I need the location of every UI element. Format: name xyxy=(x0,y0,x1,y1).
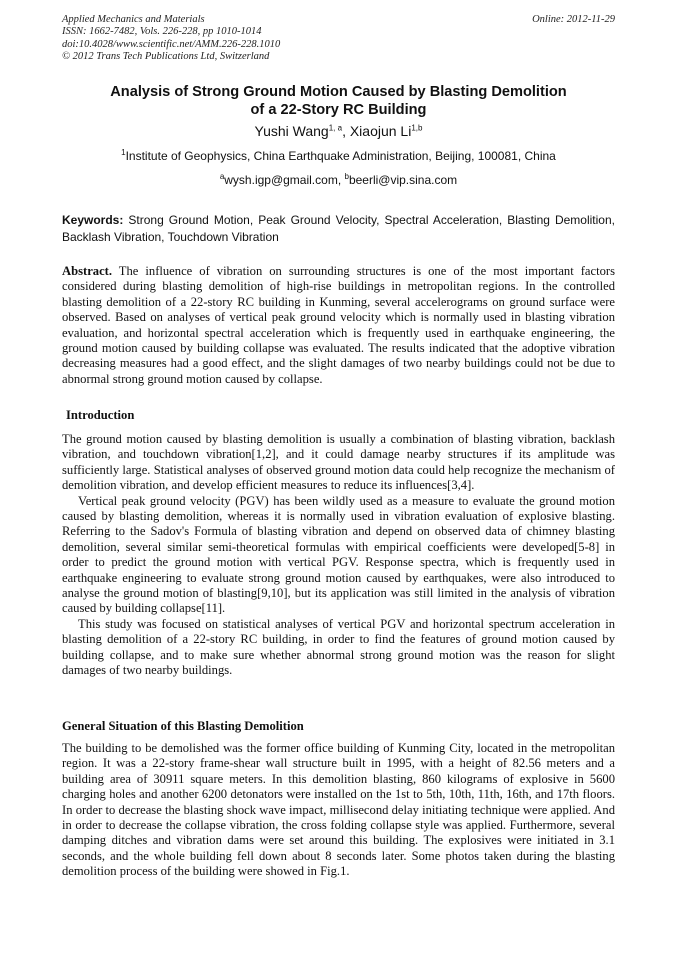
author-separator: , xyxy=(342,123,350,139)
author-list xyxy=(62,122,615,140)
email-b: beerli@vip.sina.com xyxy=(348,173,458,187)
intro-paragraph-1: The ground motion caused by blasting demolition is usually a combination of blasting vibration, backlash vibration, and touchdown vibration[1,2], and it could damage nearby structures if its amplitude was sufficiently large. Statistical analyses of observed ground motion data could help recognize the mechanism of demolition vibration, and develop efficient measures to reduce its influences[3,4]. xyxy=(62,432,615,493)
general-situation-heading: General Situation of this Blasting Demolition xyxy=(62,719,304,733)
general-paragraph-1: The building to be demolished was the former office building of Kunming City, located in the metropolitan region. It was a 22-story frame-shear wall structure built in 1995, with a height of 82.56 meters and a building area of 30911 square meters. In this demolition blasting, 860 kilograms of explosive in 5600 charging holes and another 6200 detonators were installed on the 1st to 5th, 10th, 11th, 16th, and 17th floors. In order to decrease the blasting shock wave impact, millisecond delay initiating technique were applied. And in order to decrease the collapse vibration, the cross folding collapse style was applied. Furthermore, several damping ditches and vibration dams were set around this building. The explosives were initiated in 3.1 seconds, and the whole building fell down about 8 seconds later. Some photos taken during the blasting demolition process of the building were showed in Fig.1. xyxy=(62,741,615,879)
abstract-text: The influence of vibration on surrounding structures is one of the most important factors considered during blasting demolition of high-rise buildings in metropolitan regions. In the controlled blasting demolition of a 22-story RC building in Kunming, several accelerograms on ground surface were observed. Based on analyses of vertical peak ground velocity which is normally used in blasting vibration evaluation, and horizontal spectral acceleration which is frequently used in earthquake engineering, the ground motion caused by building collapse was evaluated. The results indicated that the adoptive vibration decreasing measures had a good effect, and the slight damages of two nearby buildings could not be due to abnormal strong ground motion caused by collapse. xyxy=(62,264,615,386)
affiliation xyxy=(62,148,615,164)
author-2-affiliation-mark: 1,b xyxy=(411,123,423,133)
abstract xyxy=(62,264,615,387)
keywords-text: Strong Ground Motion, Peak Ground Velocity, Spectral Acceleration, Blasting Demolition, Backlash Vibration, Touchdown Vibration xyxy=(62,213,615,244)
intro-paragraph-3: This study was focused on statistical analyses of vertical PGV and horizontal spectrum acceleration in blasting demolition of a 22-story RC building, in order to find the features of ground motion caused by building collapse, and to make sure whether abnormal strong ground motion was the reason for slight damages of two nearby buildings. xyxy=(62,616,615,678)
doi-line: doi:10.4028/www.scientific.net/AMM.226-228.1010 xyxy=(62,38,281,50)
author-emails xyxy=(62,172,615,188)
copyright-line: © 2012 Trans Tech Publications Ltd, Switzerland xyxy=(62,51,270,63)
online-date: Online: 2012-11-29 xyxy=(532,14,615,25)
introduction-heading: Introduction xyxy=(66,408,135,422)
affiliation-mark: 1 xyxy=(121,148,126,157)
title-line-2: of a 22-Story RC Building xyxy=(250,102,427,118)
email-a: wysh.igp@gmail.com, xyxy=(224,173,345,187)
author-1-affiliation-mark: 1, a xyxy=(328,123,343,133)
journal-name: Applied Mechanics and Materials xyxy=(62,14,205,25)
issn-line: ISSN: 1662-7482, Vols. 226-228, pp 1010-1014 xyxy=(62,26,262,38)
abstract-label: Abstract. xyxy=(62,264,113,278)
author-2: Xiaojun Li xyxy=(349,123,412,139)
paper-title xyxy=(62,83,615,119)
introduction-body xyxy=(62,432,615,679)
email-b-mark: b xyxy=(344,172,349,181)
keywords-label: Keywords: xyxy=(62,213,124,227)
affiliation-text: Institute of Geophysics, China Earthquake Administration, Beijing, 100081, China xyxy=(125,149,556,163)
intro-paragraph-2: Vertical peak ground velocity (PGV) has been wildly used as a measure to evaluate the ground motion caused by blasting demolition, whereas it is normally used in vibration evaluation of explosive blasting. Referring to the Sadov's Formula of blasting vibration and depend on observed data of chimney blasting demolition, several similar semi-theoretical formulas with empirical coefficients were developed[5-8] in order to predict the ground motion with vertical PGV. Response spectra, which is frequently used in earthquake engineering to evaluate strong ground motion caused by earthquakes, were also introduced to analyse the ground motion of blasting[9,10], but its application was still limited in the analysis of vibration caused by building collapse[11]. xyxy=(62,493,615,616)
journal-header xyxy=(62,14,615,64)
title-line-1: Analysis of Strong Ground Motion Caused by Blasting Demolition xyxy=(110,84,567,100)
email-a-mark: a xyxy=(219,172,225,181)
author-1: Yushi Wang xyxy=(254,123,329,139)
general-situation-body xyxy=(62,741,615,880)
keywords xyxy=(62,212,615,245)
